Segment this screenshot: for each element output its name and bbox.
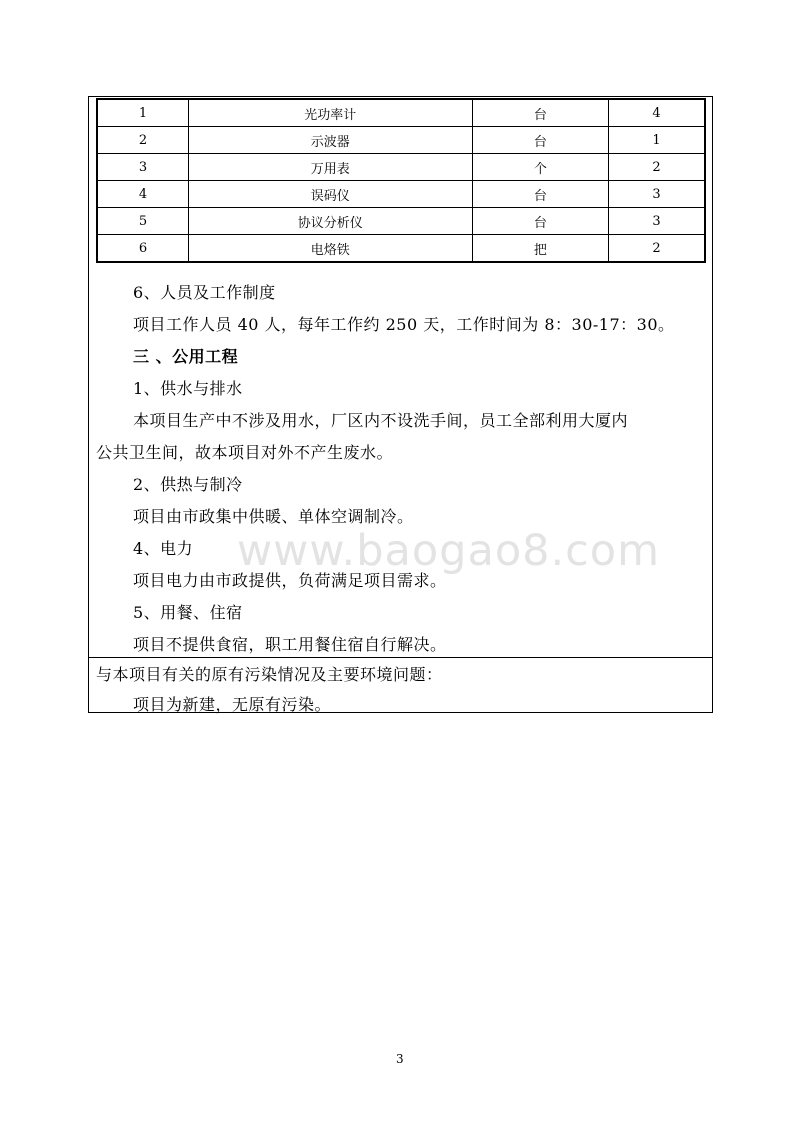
cell-quantity: 4 bbox=[609, 99, 705, 127]
staff-heading: 6、人员及工作制度 bbox=[133, 283, 276, 302]
cell-quantity: 3 bbox=[609, 208, 705, 235]
cell-unit: 台 bbox=[472, 127, 608, 154]
cell-unit: 个 bbox=[472, 154, 608, 181]
water-text-line2: 公共卫生间，故本项目对外不产生废水。 bbox=[96, 443, 394, 462]
cell-number: 2 bbox=[97, 127, 188, 154]
food-text: 项目不提供食宿，职工用餐住宿自行解决。 bbox=[133, 635, 447, 654]
power-heading: 4、电力 bbox=[133, 539, 194, 558]
water-heading: 1、供水与排水 bbox=[133, 379, 243, 398]
pollution-text: 项目为新建，无原有污染。 bbox=[133, 695, 332, 714]
cell-name: 示波器 bbox=[188, 127, 472, 154]
cell-number: 4 bbox=[97, 181, 188, 208]
table-row bbox=[97, 208, 705, 235]
utilities-heading: 三 、公用工程 bbox=[133, 347, 239, 366]
power-text: 项目电力由市政提供，负荷满足项目需求。 bbox=[133, 571, 447, 590]
cell-name: 误码仪 bbox=[188, 181, 472, 208]
table-row bbox=[97, 235, 705, 263]
food-heading: 5、用餐、住宿 bbox=[133, 603, 243, 622]
cell-unit: 台 bbox=[472, 99, 608, 127]
table-row bbox=[97, 127, 705, 154]
cell-name: 万用表 bbox=[188, 154, 472, 181]
cell-unit: 把 bbox=[472, 235, 608, 263]
table-row bbox=[97, 154, 705, 181]
cell-number: 1 bbox=[97, 99, 188, 127]
heat-text: 项目由市政集中供暖、单体空调制冷。 bbox=[133, 507, 414, 526]
cell-name: 协议分析仪 bbox=[188, 208, 472, 235]
cell-name: 电烙铁 bbox=[188, 235, 472, 263]
table-row bbox=[97, 99, 705, 127]
cell-quantity: 1 bbox=[609, 127, 705, 154]
table-row bbox=[97, 181, 705, 208]
section-divider bbox=[88, 657, 713, 658]
cell-number: 6 bbox=[97, 235, 188, 263]
staff-text: 项目工作人员 40 人，每年工作约 250 天，工作时间为 8：30-17：30。 bbox=[133, 315, 675, 334]
water-text-line1: 本项目生产中不涉及用水，厂区内不设洗手间，员工全部利用大厦内 bbox=[133, 411, 629, 430]
heat-heading: 2、供热与制冷 bbox=[133, 475, 243, 494]
watermark: www.baogao8.com bbox=[237, 526, 660, 576]
cell-quantity: 2 bbox=[609, 235, 705, 263]
page-number: 3 bbox=[396, 1052, 404, 1066]
cell-number: 3 bbox=[97, 154, 188, 181]
cell-unit: 台 bbox=[472, 181, 608, 208]
cell-number: 5 bbox=[97, 208, 188, 235]
cell-name: 光功率计 bbox=[188, 99, 472, 127]
equipment-table bbox=[96, 98, 706, 263]
cell-quantity: 2 bbox=[609, 154, 705, 181]
cell-quantity: 3 bbox=[609, 181, 705, 208]
cell-unit: 台 bbox=[472, 208, 608, 235]
pollution-heading: 与本项目有关的原有污染情况及主要环境问题： bbox=[96, 665, 443, 684]
